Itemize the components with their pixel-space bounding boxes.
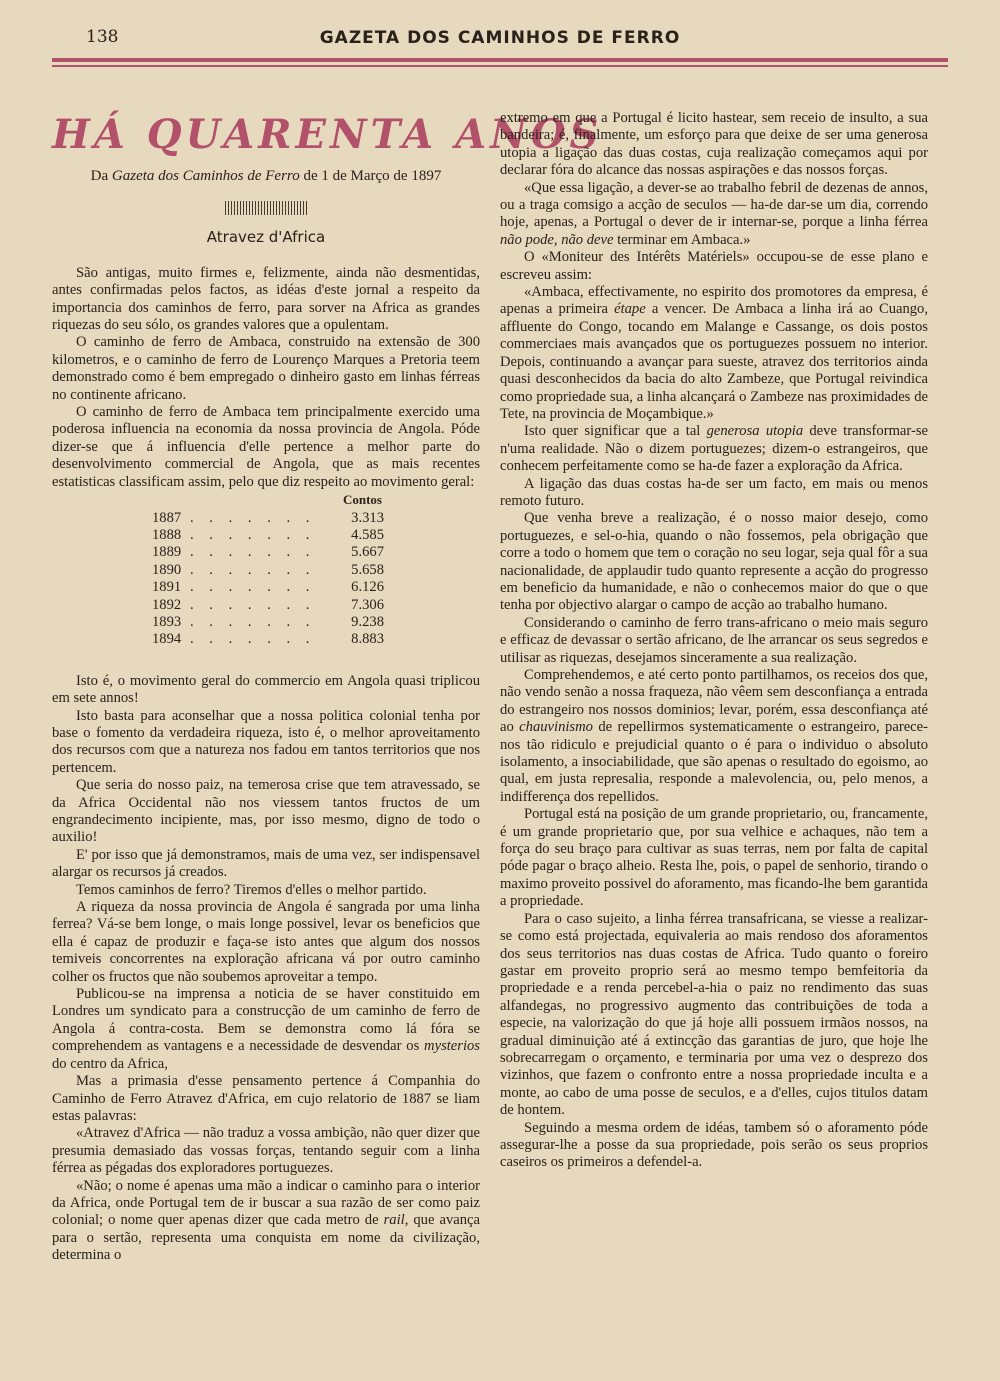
paragraph: Temos caminhos de ferro? Tiremos d'elles o melhor partido. bbox=[76, 881, 427, 898]
page-header bbox=[52, 22, 948, 62]
stats-row bbox=[152, 562, 384, 579]
stats-value: 9.238 bbox=[351, 613, 384, 630]
page-number: 138 bbox=[86, 27, 119, 47]
stats-year: 1889 bbox=[152, 544, 182, 561]
stats-value: 5.667 bbox=[351, 544, 384, 561]
stats-row bbox=[152, 597, 384, 614]
article-subtitle: Atravez d'Africa bbox=[206, 228, 326, 247]
paragraph: A ligação das duas costas ha-de ser um facto, em mais ou menos remoto futuro. bbox=[500, 475, 928, 509]
paragraph: Para o caso sujeito, a linha férrea transafricana, se viesse a realizar-se como está projectada, equivaleria ao mais rendoso dos aforamentos dos seus territorios nas duas costas de Africa. Tudo quanto o foreiro gastar em proveito proprio será ao mesmo tempo bemfeitoria da propriedade e a renda percebel-a-hia o paiz no rendimento das suas alfandegas, no progressivo augmento das contribuições de toda a especie, na valorização do que já hoje alli possuem irmãos nossos, na gradual diminuição até á extincção das garantias de juro, que hoje lhe sobrecarregam o orçamento, e terminaria por uma vez o desprezo dos vizinhos, que fazem o confronto entre a nossa propriedade inculta e a monte, ao cabo de uma posse de seculos, e a d'elles, cujos titulos datam de hontem. bbox=[500, 910, 928, 1119]
paragraph: «Não; o nome é apenas uma mão a indicar o caminho para o interior da Africa, onde Portugal tem de ir buscar a sua razão de ser como paiz colonial; o nome quer apenas dizer que cada metro de rail, que avança para o sertão, representa uma conquista em nome da civilização, determina o bbox=[52, 1177, 480, 1264]
stats-value: 7.306 bbox=[351, 596, 384, 613]
paragraph: Isto basta para aconselhar que a nossa politica colonial tenha por base o fomento da verdadeira riqueza, isto é, o melhor aproveitamento dos recursos com que a natureza nos fadou em tantos territorios que nos pertencem. bbox=[52, 707, 480, 776]
stats-row bbox=[152, 579, 384, 596]
stats-value: 5.658 bbox=[351, 561, 384, 578]
paragraph: «Atravez d'Africa — não traduz a vossa ambição, não quer dizer que presumia demasiado das vossas forças, tentando seguir com a linha férrea as pégadas dos exploradores portuguezes. bbox=[52, 1125, 480, 1177]
paragraph: Que venha breve a realização, é o nosso maior desejo, como portuguezes, e sel-o-hia, quando o não fossemos, pela obrigação que corre a todo o homem que tem o coração no seu logar, seja qual fôr a sua nacionalidade, de applaudir tudo quanto represente a acção do progresso em beneficio da humanidade, e não o conhecemos maior do que o que tenha por objectivo alargar o campo de acção ao trabalho humano. bbox=[500, 510, 928, 614]
stats-header: Contos bbox=[342, 492, 382, 508]
left-column bbox=[52, 108, 603, 1265]
stats-value: 4.585 bbox=[351, 526, 384, 543]
paragraph: Isto é, o movimento geral do commercio em Angola quasi triplicou em sete annos! bbox=[52, 672, 480, 707]
paragraph: E' por isso que já demonstramos, mais de uma vez, ser indispensavel alargar os recursos já creados. bbox=[52, 846, 480, 881]
paragraph: «Que essa ligação, a dever-se ao trabalho febril de dezenas de annos, ou a traga comsigo a acção de seculos — ha-de dar-se um dia, correndo hoje, apenas, a Portugal o dever de ir internar-se, porque a linha férrea não pode, não deve terminar em Ambaca.» bbox=[500, 179, 928, 248]
statistics-table bbox=[52, 491, 480, 649]
stats-dots: . . . . . . . bbox=[190, 526, 316, 543]
paragraph: extremo em que a Portugal é licito hastear, sem receio de insulto, a sua bandeira; é, finalmente, um esforço para que deixe de ser uma generosa utopia a ligação das duas costas, cuja realização começamos aqui por declarar fóra do alcance das nossas aspirações e das nossos forças. bbox=[500, 110, 928, 179]
source-prefix: Da bbox=[90, 168, 112, 184]
stats-row bbox=[152, 631, 384, 648]
ornament-divider bbox=[225, 201, 307, 215]
stats-row bbox=[152, 527, 384, 544]
paragraph: Seguindo a mesma ordem de idéas, tambem só o aforamento póde assegurar-lhe a posse da sua propriedade, pois serão os seus proprios caseiros os primeiros a defendel-a. bbox=[500, 1119, 928, 1171]
stats-dots: . . . . . . . bbox=[190, 613, 316, 630]
paragraph: Que seria do nosso paiz, na temerosa crise que tem atravessado, se da Africa Occidental não nos viessem tantos fructos de um engrandecimento incipiente, mas, por isso mesmo, digno de todo o auxilio! bbox=[52, 777, 480, 846]
stats-dots: . . . . . . . bbox=[190, 596, 316, 613]
stats-value: 8.883 bbox=[351, 631, 384, 648]
stats-year: 1887 bbox=[152, 509, 182, 526]
journal-title: GAZETA DOS CAMINHOS DE FERRO bbox=[319, 28, 681, 48]
stats-year: 1888 bbox=[152, 526, 182, 543]
source-suffix: de 1 de Março de 1897 bbox=[299, 168, 442, 184]
source-publication: Gazeta dos Caminhos de Ferro bbox=[111, 168, 300, 184]
stats-dots: . . . . . . . bbox=[190, 579, 316, 596]
stats-dots: . . . . . . . bbox=[190, 509, 316, 526]
stats-year: 1891 bbox=[152, 579, 182, 596]
article-title: HÁ QUARENTA ANOS bbox=[52, 111, 603, 158]
stats-year: 1894 bbox=[152, 631, 182, 648]
paragraph: A riqueza da nossa provincia de Angola é sangrada por uma linha ferrea? Vá-se bem longe, o mais longe possivel, levar os beneficios que ella é capaz de produzir e faça-se isto antes que algum dos nossos temiveis concorrentes na exploração africana vá por outro caminho colher os fructos que não soubemos aproveitar a tempo. bbox=[52, 899, 480, 985]
stats-dots: . . . . . . . bbox=[190, 544, 316, 561]
source-line bbox=[52, 168, 480, 185]
stats-year: 1890 bbox=[152, 561, 182, 578]
paragraph: Mas a primasia d'esse pensamento pertence á Companhia do Caminho de Ferro Atravez d'Africa, em cujo relatorio de 1887 se liam estas palavras: bbox=[52, 1073, 480, 1124]
paragraph: O «Moniteur des Intérêts Matériels» occupou-se de esse plano e escreveu assim: bbox=[500, 249, 928, 283]
paragraph: São antigas, muito firmes e, felizmente, ainda não desmentidas, antes confirmadas pelos factos, as idéas d'este jornal a respeito da importancia dos caminhos de ferro, para sorver na Africa as grandes riquezas do seu sólo, os grandes valores que a opulentam. bbox=[52, 264, 480, 334]
stats-dots: . . . . . . . bbox=[190, 631, 316, 648]
stats-value: 6.126 bbox=[351, 579, 384, 596]
stats-value: 3.313 bbox=[351, 509, 384, 526]
stats-row bbox=[152, 614, 384, 631]
stats-row bbox=[152, 510, 384, 527]
paragraph: Publicou-se na imprensa a noticia de se haver constituido em Londres um syndicato para a construcção de um caminho de ferro de Angola á contra-costa. Bem se demonstra como lá fóra se comprehendem as vantagens e a necessidade de desvendar os mysterios do centro da Africa, bbox=[52, 986, 480, 1072]
stats-row bbox=[152, 544, 384, 561]
stats-year: 1893 bbox=[152, 613, 182, 630]
paragraph: Isto quer significar que a tal generosa utopia deve transformar-se n'uma realidade. Não o dizem portuguezes; dizem-o estrangeiros, que conhecem perfeitamente como se ha-de fazer a exploração da Africa. bbox=[500, 423, 928, 475]
paragraph: Considerando o caminho de ferro trans-africano o meio mais seguro e efficaz de devassar o sertão africano, de lhe arrancar os seus segredos e utilisar as riquezas, desejamos sinceramente a sua realização. bbox=[500, 614, 928, 666]
paragraph: «Ambaca, effectivamente, no espirito dos promotores da empresa, é apenas a primeira étape a vencer. De Ambaca a linha irá ao Cuango, affluente do Congo, tocando em Malange e Cassange, os dois postos commerciaes mais avançados que os portuguezes possuem no interior. Depois, continuando a avançar para sueste, atravez dos territorios ainda quasi desconhecidos da bacia do alto Zambeze, que Portugal reivindica como propriedade sua, a linha alcançará o Zambeze nas proximidades de Tete, na provincia de Moçambique.» bbox=[500, 284, 929, 422]
right-column bbox=[500, 110, 928, 1172]
paragraph: O caminho de ferro de Ambaca tem principalmente exercido uma poderosa influencia na economia da nossa provincia de Angola. Póde dizer-se que á influencia d'elle pertence a melhor parte do desenvolvimento commercial de Angola, que as mais recentes estatisticas classificam assim, pelo que diz respeito ao movimento geral: bbox=[52, 404, 480, 490]
paragraph: O caminho de ferro de Ambaca, construido na extensão de 300 kilometros, e o caminho de ferro de Lourenço Marques a Pretoria teem demonstrado como é bem empregado o dinheiro gasto em linhas férreas no continente africano. bbox=[52, 334, 480, 403]
stats-year: 1892 bbox=[152, 596, 182, 613]
stats-dots: . . . . . . . bbox=[190, 561, 316, 578]
paragraph: Portugal está na posição de um grande proprietario, ou, francamente, é um grande proprietario que, por sua velhice e achaques, não tem a força do seu braço para cultivar as suas terras, nem por falta de capital póde pagar o braço alheio. Resta lhe, pois, o papel de senhorio, tirando o maximo proveito possivel do aforamento, mas ficando-lhe bem garantida a propriedade. bbox=[500, 806, 928, 910]
paragraph: Comprehendemos, e até certo ponto partilhamos, os receios dos que, não vendo senão a nossa fraqueza, não vêem sem desconfiança a entrada do estrangeiro nos nossos dominios; levar, porém, essa desconfiança até ao chauvinismo de repellirmos systematicamente o estrangeiro, parece-nos tão ridiculo e prejudicial quanto o é para o individuo o absoluto isolamento, a insociabilidade, que são apenas o resultado do egoismo, ao qual, em justa represalia, responde a malevolencia, ou, pelo menos, a indifferença dos repellidos. bbox=[500, 667, 928, 805]
